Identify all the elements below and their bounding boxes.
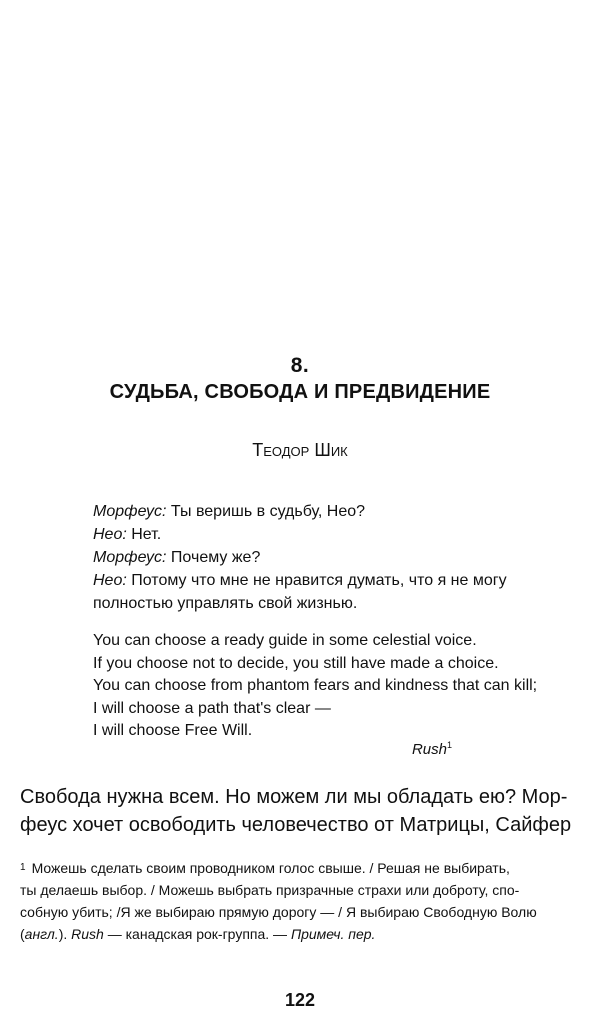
dialogue-speaker: Морфеус: [93,503,167,520]
epigraph-lyrics [93,630,593,743]
body-line: Свобода нужна всем. Но можем ли мы обладать ею? Мор- [20,786,568,808]
body-paragraph [20,783,586,839]
dialogue-continuation: полностью управлять свой жизнью. [93,595,358,612]
dialogue-text: Потому что мне не нравится думать, что я не могу [126,572,507,589]
footnote-reference: 1 [446,740,452,750]
footnote-translator-note: Примеч. пер. [290,926,376,942]
footnote-line: собную убить; /Я же выбираю прямую дорогу — / Я выбираю Свободную Волю [20,904,537,920]
lyrics-attribution-text: Rush [411,741,447,758]
chapter-title: СУДЬБА, СВОБОДА И ПРЕДВИДЕНИЕ [109,381,491,403]
footnote-band: Rush [71,926,104,942]
dialogue-speaker: Морфеус: [93,549,167,566]
chapter-number: 8. [290,354,310,377]
footnote-text: Можешь сделать своим проводником голос свыше. / Решая не выбирать, [31,860,510,876]
lyrics-line: You can choose from phantom fears and kindness that can kill; [93,677,538,694]
footnote-line: ты делаешь выбор. / Можешь выбрать призрачные страхи или доброту, спо- [20,882,520,898]
epigraph-dialogue [93,500,573,615]
dialogue-speaker: Нео: [93,572,127,589]
lyrics-line: If you choose not to decide, you still have made a choice. [93,654,499,672]
chapter-author: Теодор Шик [252,440,348,460]
dialogue-speaker: Нео: [93,526,127,543]
footnote [20,857,586,945]
footnote-line [20,857,586,879]
dialogue-line [93,500,573,523]
dialogue-line [93,546,573,569]
lyrics-line: I will choose a path that's clear — [93,699,331,717]
footnote-text: — канадская рок-группа. — [103,926,291,942]
footnote-mark: 1 [20,862,26,873]
dialogue-text: Ты веришь в судьбу, Нео? [166,503,366,520]
page-number: 122 [284,990,316,1010]
footnote-text: ). [58,926,72,942]
dialogue-text: Нет. [126,526,162,543]
lyrics-line: I will choose Free Will. [93,722,253,739]
dialogue-line [93,569,573,592]
footnote-line [20,923,586,945]
body-line: феус хочет освободить человечество от Матрицы, Сайфер [20,814,572,836]
lyrics-line: You can choose a ready guide in some celestial voice. [93,632,477,649]
footnote-text: ( [20,926,25,942]
dialogue-line [93,523,573,546]
lyrics-attribution [0,740,452,758]
dialogue-text: Почему же? [166,549,261,566]
footnote-lang: англ. [24,926,59,942]
